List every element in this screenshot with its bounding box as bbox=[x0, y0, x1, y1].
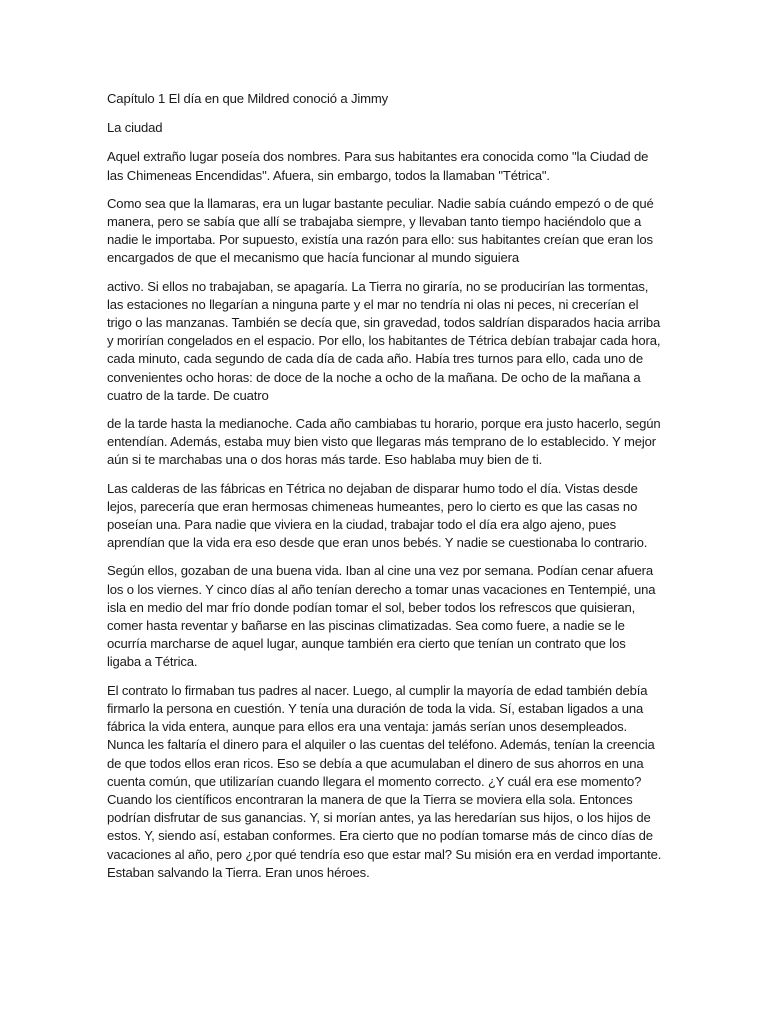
document-body bbox=[107, 90, 663, 892]
section-title: La ciudad bbox=[107, 120, 163, 136]
chapter-title: Capítulo 1 El día en que Mildred conoció a Jimmy bbox=[107, 91, 389, 106]
paragraph: Aquel extraño lugar poseía dos nombres. Para sus habitantes era conocida como "la Ciudad de las Chimeneas Encendidas". Afuera, sin embargo, todos la llamaban "Tétrica". bbox=[107, 149, 649, 183]
paragraph: Según ellos, gozaban de una buena vida. Iban al cine una vez por semana. Podían cenar afuera los o los viernes. Y cinco días al año tenían derecho a tomar unas vacaciones en Tentempié, una isla en medio del mar frío donde podían tomar el sol, beber todos los refrescos que quisieran, comer hasta reventar y bañarse en las piscinas climatizadas. Sea como fuere, a nadie se le ocurría marcharse de aquel lugar, aunque también era cierto que tenían un contrato que los ligaba a Tétrica. bbox=[107, 563, 656, 670]
paragraph: El contrato lo firmaban tus padres al nacer. Luego, al cumplir la mayoría de edad también debía firmarlo la persona en cuestión. Y tenía una duración de toda la vida. Sí, estaban ligados a una fábrica la vida entera, aunque para ellos era una ventaja: jamás serían unos desempleados. Nunca les faltaría el dinero para el alquiler o las cuentas del teléfono. Además, tenían la creencia de que todos ellos eran ricos. Eso se debía a que acumulaban el dinero de sus ahorros en una cuenta común, que utilizarían cuando llegara el momento correcto. ¿Y cuál era ese momento? Cuando los científicos encontraran la manera de que la Tierra se moviera ella sola. Entonces podrían disfrutar de sus ganancias. Y, si morían antes, ya las heredarían sus hijos, o los hijos de estos. Y, siendo así, estaban conformes. Era cierto que no podían tomarse más de cinco días de vacaciones al año, pero ¿por qué tendría eso que estar mal? Su misión era en verdad importante. Estaban salvando la Tierra. Eran unos héroes. bbox=[107, 682, 662, 880]
paragraph: Como sea que la llamaras, era un lugar bastante peculiar. Nadie sabía cuándo empezó o de qué manera, pero se sabía que allí se trabajaba siempre, y llevaban tanto tiempo haciéndolo que a nadie le importaba. Por supuesto, existía una razón para ello: sus habitantes creían que eran los encargados de que el mecanismo que hacía funcionar al mundo siguiera bbox=[107, 195, 654, 266]
paragraph: Las calderas de las fábricas en Tétrica no dejaban de disparar humo todo el día. Vistas desde lejos, parecería que eran hermosas chimeneas humeantes, pero lo cierto es que las casas no poseían una. Para nadie que viviera en la ciudad, trabajar todo el día era algo ajeno, pues aprendían que la vida era eso desde que eran unos bebés. Y nadie se cuestionaba lo contrario. bbox=[107, 480, 648, 551]
paragraph: activo. Si ellos no trabajaban, se apagaría. La Tierra no giraría, no se producirían las tormentas, las estaciones no llegarían a ninguna parte y el mar no tendría ni olas ni peces, ni crecerían el trigo o las manzanas. También se decía que, sin gravedad, todos saldrían disparados hacia arriba y morirían congelados en el espacio. Por ello, los habitantes de Tétrica debían trabajar cada hora, cada minuto, cada segundo de cada día de cada año. Había tres turnos para ello, cada uno de convenientes ocho horas: de doce de la noche a ocho de la mañana. De ocho de la mañana a cuatro de la tarde. De cuatro bbox=[107, 278, 661, 403]
paragraph: de la tarde hasta la medianoche. Cada año cambiabas tu horario, porque era justo hacerlo, según entendían. Además, estaba muy bien visto que llegaras más temprano de lo establecido. Y mejor aún si te marchabas una o dos horas más tarde. Eso hablaba muy bien de ti. bbox=[107, 416, 661, 468]
